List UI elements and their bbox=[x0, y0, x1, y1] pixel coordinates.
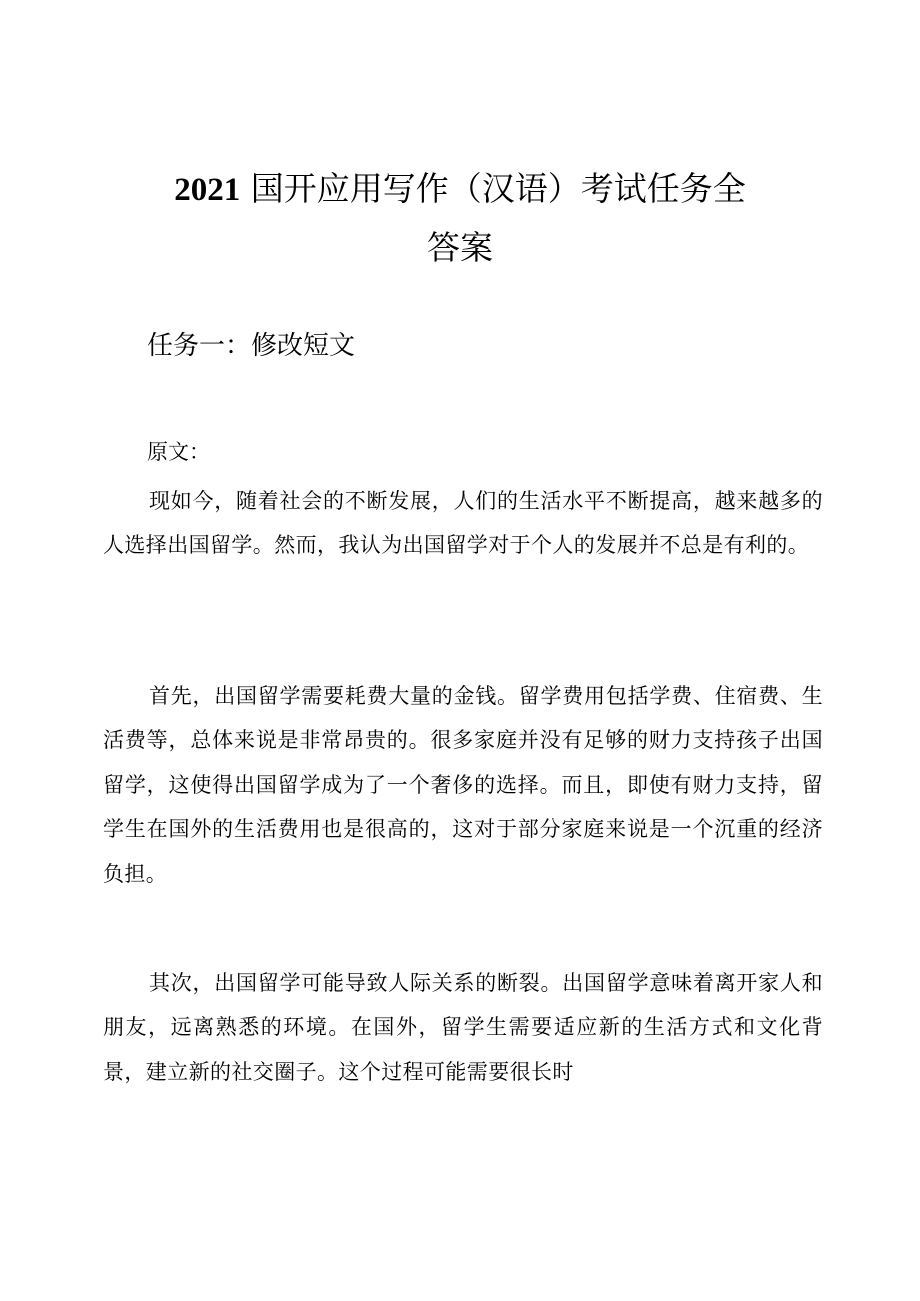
paragraph-1: 现如今，随着社会的不断发展，人们的生活水平不断提高，越来越多的人选择出国留学。然而，我认为出国留学对于个人的发展并不总是有利的。 bbox=[103, 489, 823, 558]
document-title bbox=[110, 160, 810, 277]
paragraph-2: 首先，出国留学需要耗费大量的金钱。留学费用包括学费、住宿费、生活费等，总体来说是非常昂贵的。很多家庭并没有足够的财力支持孩子出国留学，这使得出国留学成为了一个奢侈的选择。而且，即使有财力支持，留学生在国外的生活费用也是很高的，这对于部分家庭来说是一个沉重的经济负担。 bbox=[103, 684, 823, 886]
title-line-1 bbox=[110, 160, 810, 219]
title-text: 国开应用写作（汉语）考试任务全 bbox=[250, 169, 746, 208]
title-year: 2021 bbox=[174, 172, 241, 208]
title-line-2: 答案 bbox=[427, 228, 493, 267]
paragraph-3: 其次，出国留学可能导致人际关系的断裂。出国留学意味着离开家人和朋友，远离熟悉的环境。在国外，留学生需要适应新的生活方式和文化背景，建立新的社交圈子。这个过程可能需要很长时 bbox=[103, 971, 823, 1084]
section-heading: 任务一：修改短文 bbox=[147, 331, 356, 361]
original-text-label: 原文： bbox=[147, 440, 210, 464]
